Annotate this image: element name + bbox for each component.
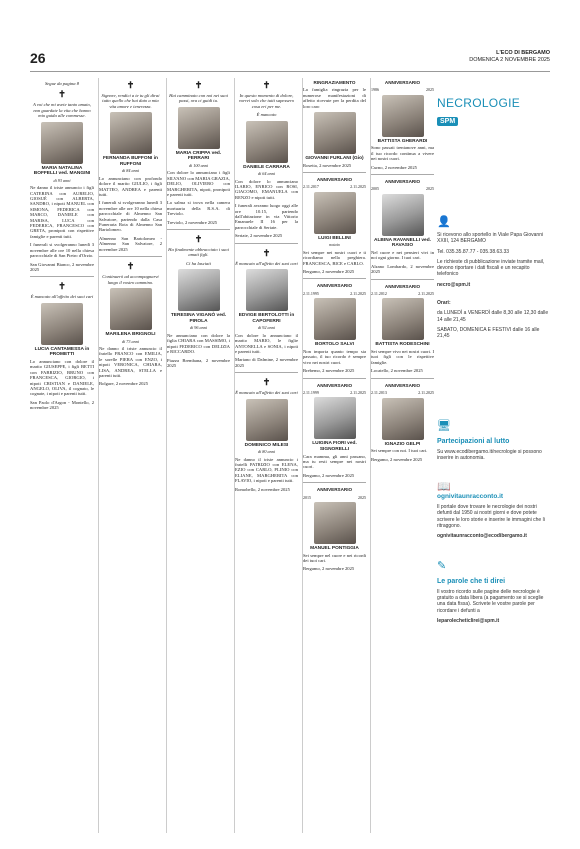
obituary-text: Lo annunciano con profondo dolore il marito GIULIO, i figli MATTEO, ANDREA e parenti tutti.	[99, 175, 162, 198]
obituary-text: Ne annunciano con dolore la figlia CHIARA con MASSIMO, i nipoti FEDERICO con DELIZIA e RICCARDO.	[167, 332, 230, 355]
portrait-photo	[314, 192, 356, 234]
story-email[interactable]: ognivitaunracconto@ecodibergamo.it	[437, 533, 527, 540]
portrait-photo	[314, 397, 356, 439]
deceased-age: di 100 anni	[188, 163, 209, 168]
quote: Ha finalmente abbracciato i suoi amati figli.	[168, 247, 229, 258]
cross-icon: ✝	[262, 80, 271, 90]
anniversary-text: Sei sempre nel cuore e nei ricordi dei tuoi cari.	[303, 552, 366, 563]
deceased-name: LUIGINA FIORI ved. SIGNORELLI	[312, 441, 357, 452]
closing: Almenno San Bartolomeo - Almenno San Salvatore, 2 novembre 2025	[99, 235, 162, 252]
online-text: Su www.ecodibergamo.it/necrologie si possono inserire in autonomia.	[437, 448, 542, 461]
closing: Bergamo, 2 novembre 2025	[303, 269, 355, 275]
intro: Ci ha lasciati	[186, 260, 211, 266]
column-5	[302, 78, 366, 833]
obituary-text: Con dolore lo annunciano ILARIO, ENRICO con ROSI, GIACOMO, EMANUELA con RENZO e nipoti tutti.	[235, 178, 298, 200]
obituary-text: Con dolore lo annunciano il marito MARIO, le figlie ANTONELLA e SONIA, i nipoti e parenti tutti.	[235, 332, 298, 354]
portrait-photo	[246, 269, 288, 311]
quote: In questo momento di dolore, vorrei solo che tutti sapessero cosa eri per me.	[238, 93, 295, 109]
cross-icon: ✝	[126, 80, 135, 90]
intro: È mancato all'affetto dei suoi cari	[30, 294, 94, 300]
quote: A voi che mi avete tanto amato, non guardate la vita che hanno mio guida alle commesse.	[33, 102, 91, 119]
person-icon: 👤	[437, 216, 451, 228]
deceased-age: di 93 anni	[53, 177, 71, 183]
funeral-info: La salma si trova nella camera mortuaria della R.S.A. di Treviolo.	[167, 200, 230, 217]
deceased-name: TERESINA VIGANÒ ved. PIROLA	[170, 313, 227, 324]
quote: Continuerò ad accompagnarvi lungo il vostro cammino.	[102, 274, 159, 285]
closing: Locatello, 2 novembre 2025	[371, 368, 423, 374]
quote: Hai camminato con noi nei suoi passi, ora ci guidi tu.	[169, 93, 228, 104]
book-icon: 📖	[437, 481, 451, 494]
closing: Bolgare, 2 novembre 2025	[99, 381, 148, 387]
column-4	[234, 78, 298, 833]
portrait-photo	[382, 298, 424, 340]
closing: San Giovanni Bianco, 2 novembre 2025	[30, 261, 94, 272]
closing: Bergamo, 2 novembre 2025	[303, 472, 355, 478]
funeral-info: I funerali si svolgeranno lunedì 3 novembre alle ore 10 nella chiesa parrocchiale di San Pietro d'Orzio.	[30, 242, 94, 259]
hours-title: Orari:	[437, 300, 451, 307]
obituary-text: Ne danno il triste annuncio i fratelli PATRIZIO con ELENA, EZIO con CARLO, PLINIO con ELIANE, MARGHERITA con FLAVIO, i nipoti e parenti tutti.	[235, 456, 298, 484]
anniversary-dates: 2.11.2012 2.11.2025	[371, 291, 434, 297]
deceased-name: LUCIA CANTAMESSA in PROMETTI	[34, 346, 90, 358]
followup-label: Segue da pagina 8	[44, 81, 80, 86]
page-number: 26	[30, 50, 46, 66]
pen-icon: ✎	[437, 559, 447, 572]
deceased-name: MANUEL PONTIGGIA	[310, 545, 359, 551]
anniversary-dates: 2.11.2017 2.11.2025	[303, 184, 366, 190]
deceased-name: DANIELE CARRARA	[243, 164, 290, 170]
closing: Alzano Lombardo, 2 novembre 2025	[371, 263, 434, 275]
portrait-photo	[314, 298, 356, 340]
paper-name: L'ECO DI BERGAMO	[496, 50, 550, 56]
thanks-text: La famiglia ringrazia per le numerose manifestazioni di affetto ricevute per la perdita del loro caro	[303, 87, 366, 109]
necrologie-sidebar	[437, 78, 550, 833]
deceased-age: di 64 anni	[258, 171, 275, 177]
anniversary-dates: 2.11.2013 2.11.2025	[371, 390, 434, 396]
deceased-name: BATTISTA RODESCHINI	[375, 342, 430, 348]
portrait-photo	[41, 303, 83, 345]
deceased-age: di 84 anni	[122, 168, 139, 174]
funeral-info: I funerali avranno luogo oggi alle ore 10.15, partendo dall'abitazione in via Vittorio Emanuele II 16 per la parrocchiale di Seriate.	[235, 203, 298, 230]
deceased-name: MARIA CRIPPA ved. FERRARI	[175, 150, 222, 162]
anniversary-text: Cara mamma, gli anni passano, ma tu resti sempre nei nostri cuori.	[303, 453, 366, 470]
portrait-photo	[178, 107, 220, 149]
story-portal-link[interactable]: ognivitaunracconto.it	[437, 493, 504, 501]
page-header	[30, 50, 550, 72]
portrait-photo	[110, 112, 152, 154]
closing: San Paolo d'Argon - Montello, 2 novembre 2025	[30, 399, 94, 411]
deceased-age: di 80 anni	[258, 449, 275, 455]
anniversary-dates: 2015 2025	[303, 494, 366, 500]
phone-info: Tel. 035.35.87.77 - 035.38.63.33	[437, 248, 510, 255]
anniversary-title: ANNIVERSARIO	[316, 382, 353, 388]
anniversary-text: Sei sempre vivo nei nostri cuori. I tuoi figli con le rispettive famiglie.	[371, 349, 434, 365]
portrait-photo	[246, 121, 288, 163]
portrait-photo	[246, 399, 288, 441]
deceased-age: di 96 anni	[190, 325, 207, 331]
subtitle: notaio	[329, 242, 340, 248]
portrait-photo	[110, 288, 152, 330]
heart-text: Il vostro ricordo sulle pagine delle necrologie è gratuito a data libera (a pagamento se si sceglie una data fissa). Scrivete le vostre parole per ricordare i defunti a	[437, 588, 544, 614]
issue-date: DOMENICA 2 NOVEMBRE 2025	[469, 57, 550, 63]
deceased-name: BATTISTA GHERARDI	[377, 138, 428, 144]
column-1	[30, 78, 94, 833]
intro: È mancato all'affetto dei suoi cari	[235, 390, 298, 396]
anniversary-title: ANNIVERSARIO	[316, 177, 353, 183]
closing: Treviolo, 2 novembre 2025	[167, 219, 218, 225]
column-3	[166, 78, 230, 833]
deceased-age: di 92 anni	[258, 325, 275, 331]
anniversary-text: Sono passati trentanove anni, ma il tuo ricordo continua a vivere nei nostri cuori.	[371, 145, 434, 162]
closing: Brebemo, 2 novembre 2025	[303, 368, 355, 374]
cross-icon: ✝	[262, 247, 271, 258]
anniversary-dates: 2005 2025	[371, 186, 434, 192]
anniversary-title: ANNIVERSARIO	[384, 283, 421, 289]
deceased-name: MARILENA BRIGNOLI	[105, 331, 156, 337]
portrait-photo	[178, 269, 220, 311]
deceased-name: FERNANDA BUFFONI in RUFFONI	[103, 156, 158, 167]
deceased-name: ALBINA RAVANELLI ved. RAVASIO	[374, 237, 431, 249]
closing: Bergamo, 2 novembre 2025	[303, 566, 355, 572]
cross-icon: ✝	[194, 234, 203, 245]
deceased-name: BORTOLO SALVI	[315, 342, 354, 348]
email-request-info: Le richieste di pubblicazione inviate tramite mail, devono riportare i dati fiscali e un recapito telefonico	[437, 258, 545, 278]
closing: Piazza Brembana, 2 novembre 2025	[167, 357, 230, 368]
portrait-photo	[382, 194, 424, 236]
closing: Bergamo, 2 novembre 2025	[371, 456, 423, 462]
anniversary-title: ANNIVERSARIO	[384, 179, 421, 185]
hours-weekend: SABATO, DOMENICA E FESTIVI dalle 16 alle 21,45	[437, 326, 540, 340]
cross-icon: ✝	[262, 377, 271, 388]
anniversary-text: Nel cuore e nei pensieri vivi in noi ogni giorno. I tuoi cari.	[371, 250, 434, 261]
section-title: RINGRAZIAMENTO	[313, 80, 356, 85]
deceased-name: LUIGI BELLINI	[318, 235, 351, 241]
obituary-columns	[30, 78, 435, 833]
anniversary-title: ANNIVERSARIO	[316, 283, 353, 289]
portrait-photo	[382, 95, 424, 137]
anniversary-dates: 2.11.1995 2.11.2025	[303, 290, 366, 296]
anniversary-title: ANNIVERSARIO	[384, 382, 421, 388]
obituary-text: Ne danno il triste annuncio i figli CATERINA con AURELIO, GIOSUÈ con ALBERTA, SANDRO, i nipoti MANUEL con SIMONA, FEDERICA con MARCO, DANIELE con MARISA, LUCA con FEDERICA, FRANCESCO con GRETA, pronipoti con rispettive famiglie e parenti tutti.	[30, 185, 94, 239]
intro: È mancato all'affetto dei suoi cari	[235, 260, 298, 266]
hours-weekdays: da LUNEDÌ a VENERDÌ dalle 8,30 alle 12,30 dalle 14 alle 21,45	[437, 310, 549, 323]
cross-icon: ✝	[194, 80, 203, 90]
closing: Mariano di Dalmine, 2 novembre 2025	[235, 357, 298, 368]
deceased-name: MARIA NATALINA BOFFELLI ved. MANGINI	[33, 165, 91, 177]
office-info: Si ricevono allo sportello in Viale Papa Giovanni XXIII, 124 BERGAMO	[437, 232, 544, 245]
column-6	[370, 78, 434, 833]
obituary-text: Ne danno il triste annuncio il fratello FRANCO con EMILIA, le sorelle PIERA con ENZO, i nipoti VERONICA, CHIARA, LISA, ANDREA, STELLA e parenti tutti.	[99, 345, 162, 378]
portrait-photo	[41, 122, 83, 164]
closing: Rosetta, 2 novembre 2025	[303, 162, 352, 168]
deceased-age: di 73 anni	[122, 338, 139, 344]
deceased-name: DOMENICO MILESI	[244, 442, 289, 448]
obituary-text: Lo annunciano con dolore il marito GIUSEPPE, i figli BETTI con FABRIZIO, BRUNO con FRANCESCA, GIORGIO, i nipoti CRISTIAN e DANIELE, ANGELO, OLIVA, il cognato, le cognate, i nipoti e parenti tutti.	[30, 358, 94, 397]
anniversary-text: Non importa quanto tempo sia passato, il tuo ricordo è sempre vivo nei nostri cuori.	[303, 348, 366, 365]
portrait-photo	[314, 112, 356, 154]
deceased-name: GIOVANNI FURLANI (Gio)	[305, 156, 364, 162]
heart-title: Le parole che ti direi	[437, 577, 506, 585]
obituary-text: Con dolore lo annunciano i figli SILVANO con MARIA GRAZIA, DELIO, OLIVIERO con MARGHERITA, nipoti, pronipoti e parenti tutti.	[167, 170, 230, 198]
column-2	[98, 78, 162, 833]
anniversary-text: Sei sempre nei nostri cuori e ti ricordiamo nella preghiera. FRANCESCA, BICE e CARLO.	[303, 249, 366, 266]
cross-icon: ✝	[58, 281, 66, 292]
cross-icon: ✝	[126, 261, 135, 272]
portrait-photo	[314, 502, 356, 544]
sidebar-title: NECROLOGIE	[437, 96, 521, 110]
deceased-name: IGNAZIO GELPI	[384, 441, 421, 447]
portrait-photo	[382, 398, 424, 440]
online-title: Partecipazioni al lutto	[437, 437, 510, 445]
closing: Curno, 2 novembre 2025	[371, 164, 417, 170]
closing: Seriate, 2 novembre 2025	[235, 233, 283, 239]
anniversary-title: ANNIVERSARIO	[384, 80, 421, 85]
closing: Romobello, 2 novembre 2025	[235, 486, 290, 492]
deceased-name: EDVIGE BERTOLOTTI in CAPOFERRI	[238, 313, 295, 324]
heart-email[interactable]: leparolecheticlirei@spm.it	[437, 617, 500, 624]
cross-icon: ✝	[58, 89, 66, 100]
anniversary-text: Sei sempre con noi. I tuoi cari.	[371, 448, 428, 454]
spm-logo: SPM	[437, 117, 458, 126]
story-text: Il portale dove trovare le necrologie dei nostri defunti dal 1950 ai nostri giorni e dove potete scrivere le loro storie e inserire le immagini che li ritraggono.	[437, 504, 545, 530]
anniversary-dates: 2.11.1999 2.11.2025	[303, 389, 366, 395]
monitor-icon: 🖥	[437, 419, 451, 432]
funeral-info: I funerali si svolgeranno lunedì 3 novembre alle ore 10 nella chiesa parrocchiale di Almenno San Salvatore, partendo dalla Casa Funeraria Rota di Almenno San Bartolomeo.	[99, 200, 162, 233]
anniversary-title: ANNIVERSARIO	[316, 487, 353, 493]
intro: È mancato	[256, 112, 277, 118]
necro-email[interactable]: necro@spm.it	[437, 281, 471, 288]
quote: Signore, rendici a te tu gli dirai tutto quello che hai dato a mia vita amore e tenerezza.	[101, 93, 160, 109]
masthead	[469, 50, 550, 64]
anniversary-dates: 1986 2025	[371, 87, 434, 93]
